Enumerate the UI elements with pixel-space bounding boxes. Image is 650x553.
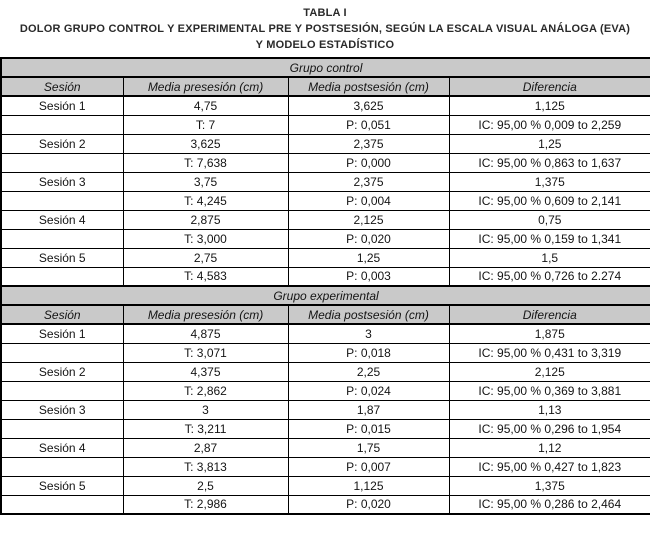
table-cell: 2,87 [123,438,288,457]
table-cell: Sesión 4 [1,210,123,229]
table-cell: IC: 95,00 % 0,726 to 2.274 [449,267,650,286]
table-row [1,191,650,210]
table-cell: T: 3,211 [123,419,288,438]
table-cell: 1,875 [449,324,650,343]
table-cell: 0,75 [449,210,650,229]
table-cell: Sesión 3 [1,172,123,191]
table-cell: 1,12 [449,438,650,457]
table-cell: Sesión 5 [1,476,123,495]
table-cell: IC: 95,00 % 0,609 to 2,141 [449,191,650,210]
table-cell: 3,75 [123,172,288,191]
section-label: Grupo control [1,58,650,77]
table-row [1,267,650,286]
table-cell: Sesión 1 [1,96,123,115]
table-row [1,96,650,115]
table-row [1,381,650,400]
table-cell [1,191,123,210]
table-cell: 1,25 [449,134,650,153]
table-cell: IC: 95,00 % 0,296 to 1,954 [449,419,650,438]
table-row [1,438,650,457]
table-cell [1,153,123,172]
table-cell [1,495,123,514]
table-cell: Sesión 5 [1,248,123,267]
table-row [1,457,650,476]
section-band-row [1,58,650,77]
table-cell: 1,25 [288,248,449,267]
table-cell: 2,125 [449,362,650,381]
table-cell: P: 0,007 [288,457,449,476]
column-header: Diferencia [449,77,650,96]
column-header: Media presesión (cm) [123,77,288,96]
table-cell [1,457,123,476]
table-row [1,172,650,191]
table-cell: 1,13 [449,400,650,419]
table-cell: P: 0,051 [288,115,449,134]
table-cell: 2,25 [288,362,449,381]
table-cell: P: 0,003 [288,267,449,286]
table-cell: 1,75 [288,438,449,457]
table-cell: 1,375 [449,476,650,495]
table-cell: T: 7,638 [123,153,288,172]
section-band-row [1,286,650,305]
table-cell: IC: 95,00 % 0,286 to 2,464 [449,495,650,514]
table-cell: 3 [288,324,449,343]
table-cell: T: 4,583 [123,267,288,286]
table-cell [1,381,123,400]
table-cell: Sesión 1 [1,324,123,343]
table-cell: T: 3,000 [123,229,288,248]
table-cell: 2,875 [123,210,288,229]
table-cell: IC: 95,00 % 0,009 to 2,259 [449,115,650,134]
table-cell: 1,5 [449,248,650,267]
table-caption-line-2: Y MODELO ESTADÍSTICO [255,39,395,51]
table-row [1,400,650,419]
table-cell: T: 2,986 [123,495,288,514]
table-cell: IC: 95,00 % 0,159 to 1,341 [449,229,650,248]
table-number: TABLA I [303,7,347,19]
table-cell: 3,625 [123,134,288,153]
table-cell: P: 0,024 [288,381,449,400]
column-header: Media postsesión (cm) [288,305,449,324]
column-header-row [1,305,650,324]
table-row [1,115,650,134]
table-row [1,419,650,438]
table-row [1,476,650,495]
table-cell: 2,75 [123,248,288,267]
table-cell: P: 0,020 [288,229,449,248]
table-cell: 4,375 [123,362,288,381]
table-cell: P: 0,000 [288,153,449,172]
table-cell [1,229,123,248]
column-header: Diferencia [449,305,650,324]
column-header: Sesión [1,305,123,324]
table-cell: T: 2,862 [123,381,288,400]
table-cell: 2,125 [288,210,449,229]
table-cell: P: 0,018 [288,343,449,362]
table-cell: IC: 95,00 % 0,863 to 1,637 [449,153,650,172]
table-row [1,248,650,267]
table-cell [1,267,123,286]
table-cell: P: 0,015 [288,419,449,438]
table-cell: IC: 95,00 % 0,431 to 3,319 [449,343,650,362]
table-row [1,134,650,153]
table-cell: T: 3,813 [123,457,288,476]
data-table [0,57,650,515]
table-cell [1,343,123,362]
table-row [1,362,650,381]
table-row [1,229,650,248]
table-cell: IC: 95,00 % 0,369 to 3,881 [449,381,650,400]
table-cell: T: 4,245 [123,191,288,210]
table-title [0,0,650,53]
table-cell: IC: 95,00 % 0,427 to 1,823 [449,457,650,476]
table-row [1,210,650,229]
column-header: Sesión [1,77,123,96]
table-row [1,495,650,514]
table-cell: 2,5 [123,476,288,495]
table-row [1,324,650,343]
column-header-row [1,77,650,96]
table-cell: T: 7 [123,115,288,134]
table-cell: P: 0,020 [288,495,449,514]
table-cell: 3 [123,400,288,419]
table-cell: 1,125 [449,96,650,115]
table-cell: 1,87 [288,400,449,419]
table-cell: 2,375 [288,172,449,191]
column-header: Media presesión (cm) [123,305,288,324]
table-cell: P: 0,004 [288,191,449,210]
table-caption-line-1: DOLOR GRUPO CONTROL Y EXPERIMENTAL PRE Y POSTSESIÓN, SEGÚN LA ESCALA VISUAL ANÁLOGA (EVA) [19,23,631,35]
table-row [1,343,650,362]
table-cell: 3,625 [288,96,449,115]
table-cell: T: 3,071 [123,343,288,362]
column-header: Media postsesión (cm) [288,77,449,96]
table-cell: Sesión 2 [1,362,123,381]
section-label: Grupo experimental [1,286,650,305]
table-cell: Sesión 4 [1,438,123,457]
table-cell: 1,125 [288,476,449,495]
table-cell: 4,75 [123,96,288,115]
table-row [1,153,650,172]
table-cell: Sesión 2 [1,134,123,153]
table-cell: 1,375 [449,172,650,191]
table-cell: 2,375 [288,134,449,153]
table-cell: Sesión 3 [1,400,123,419]
table-cell [1,419,123,438]
table-cell: 4,875 [123,324,288,343]
table-cell [1,115,123,134]
